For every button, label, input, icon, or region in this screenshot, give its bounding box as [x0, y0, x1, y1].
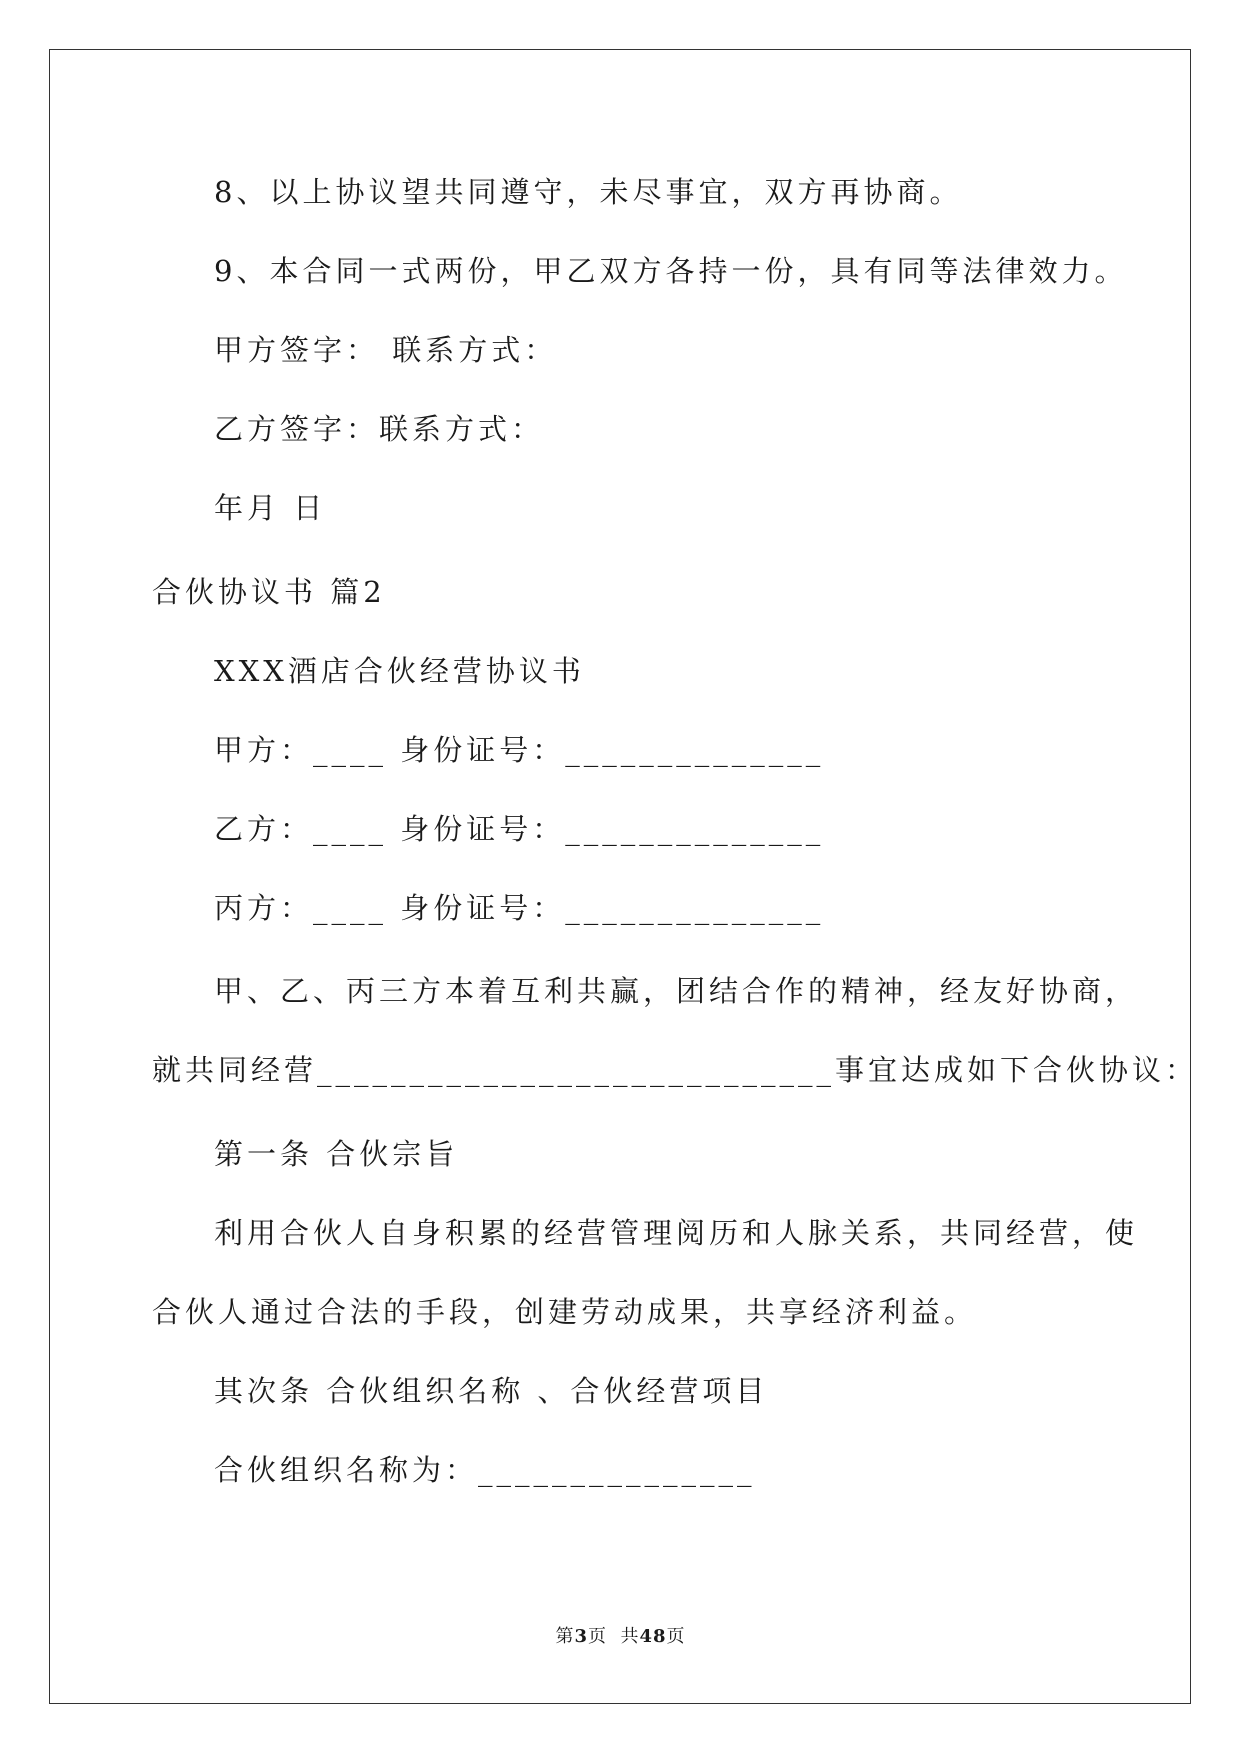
- clause-9: 9、本合同一式两份，甲乙双方各持一份，具有同等法律效力。: [214, 254, 1128, 288]
- organization-name-field: 合伙组织名称为：_______________: [214, 1453, 756, 1487]
- footer-prefix: 第: [555, 1626, 575, 1647]
- document-title: XXX酒店合伙经营协议书: [214, 654, 585, 688]
- party-b-signature: 乙方签字：联系方式：: [214, 412, 545, 446]
- article-1-body-2: 合伙人通过合法的手段，创建劳动成果，共享经济利益。: [152, 1295, 978, 1329]
- current-page-number: 3: [574, 1626, 588, 1647]
- page-footer: [0, 1622, 1241, 1648]
- article-1-heading: 第一条 合伙宗旨: [214, 1137, 459, 1171]
- footer-suffix: 页: [666, 1626, 686, 1647]
- party-b-field: 乙方：____ 身份证号：______________: [214, 812, 825, 846]
- preamble-line-1: 甲、乙、丙三方本着互利共赢，团结合作的精神，经友好协商，: [214, 974, 1139, 1008]
- party-c-field: 丙方：____ 身份证号：______________: [214, 891, 825, 925]
- footer-mid: 页 共: [588, 1626, 640, 1647]
- preamble-line-2: 就共同经营____________________________事宜达成如下合伙协议：: [152, 1053, 1199, 1087]
- clause-8: 8、以上协议望共同遵守，未尽事宜，双方再协商。: [214, 175, 963, 209]
- date-line: 年月 日: [214, 491, 327, 525]
- party-a-signature: 甲方签字： 联系方式：: [214, 333, 558, 367]
- article-1-body-1: 利用合伙人自身积累的经营管理阅历和人脉关系，共同经营，使: [214, 1216, 1139, 1250]
- total-pages-number: 48: [639, 1626, 667, 1647]
- article-2-heading: 其次条 合伙组织名称 、合伙经营项目: [214, 1374, 769, 1408]
- section-heading: 合伙协议书 篇2: [152, 575, 386, 609]
- party-a-field: 甲方：____ 身份证号：______________: [214, 733, 825, 767]
